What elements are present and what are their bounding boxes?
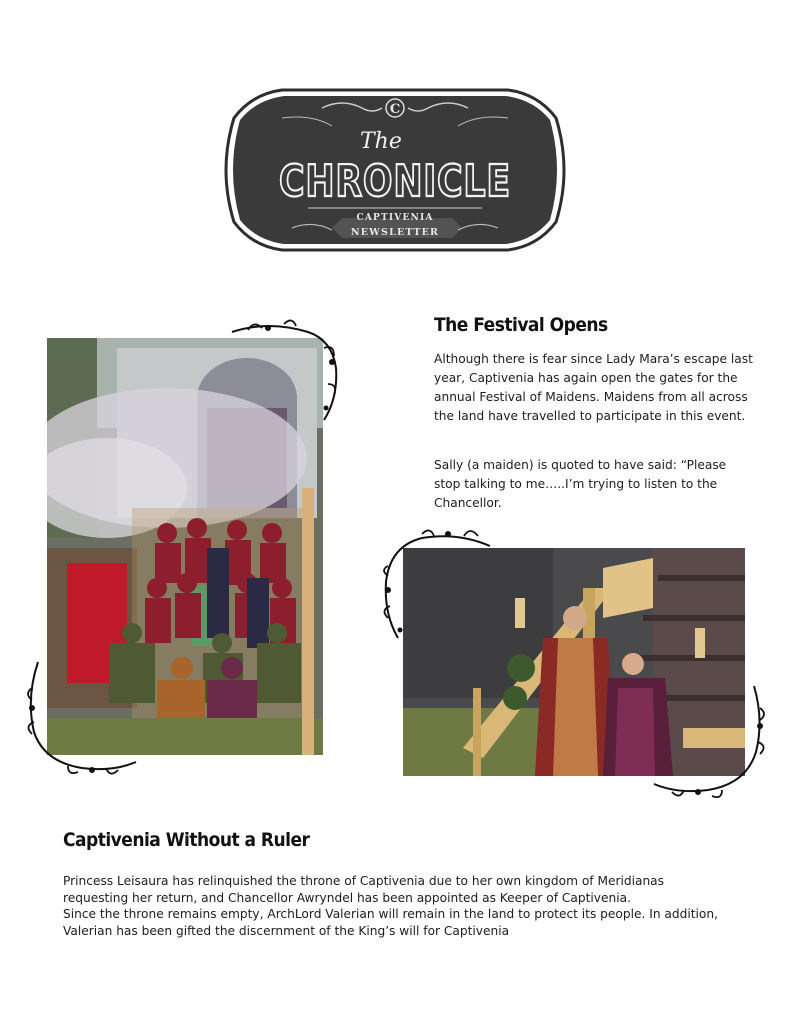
article-body: [63, 873, 743, 939]
masthead-initial: C: [389, 102, 401, 117]
article-line: Princess Leisaura has relinquished the throne of Captivenia due to her own kingdom of Meridianas: [63, 874, 664, 888]
article-line: requesting her return, and Chancellor Awryndel has been appointed as Keeper of Captivenia.: [63, 890, 631, 905]
masthead-subtitle-top: CAPTIVENIA: [356, 213, 434, 223]
masthead-the: The: [360, 129, 402, 154]
article-line: Since the throne remains empty, ArchLord Valerian will remain in the land to protect its people. In addition,: [63, 907, 718, 921]
chronicle-masthead-logo: [212, 78, 578, 262]
festival-stage-photo: [47, 338, 323, 755]
masthead-title: CHRONICLE: [279, 156, 511, 207]
article-paragraph: Sally (a maiden) is quoted to have said: “Please stop talking to me…..I’m trying to listen to the Chancellor.: [434, 458, 727, 510]
article-title-festival: The Festival Opens: [434, 314, 608, 336]
masthead-subtitle-bottom: NEWSLETTER: [350, 227, 440, 238]
article-title-ruler: Captivenia Without a Ruler: [63, 829, 310, 851]
article-paragraph: Although there is fear since Lady Mara’s escape last year, Captivenia has again open the gates for the annual Festival of Maidens. Maidens from all across the land have travelled to participate in this event.: [434, 352, 753, 423]
staircase-maidens-photo: [403, 548, 745, 776]
article-line: Valerian has been gifted the discernment of the King’s will for Captivenia: [63, 923, 510, 938]
